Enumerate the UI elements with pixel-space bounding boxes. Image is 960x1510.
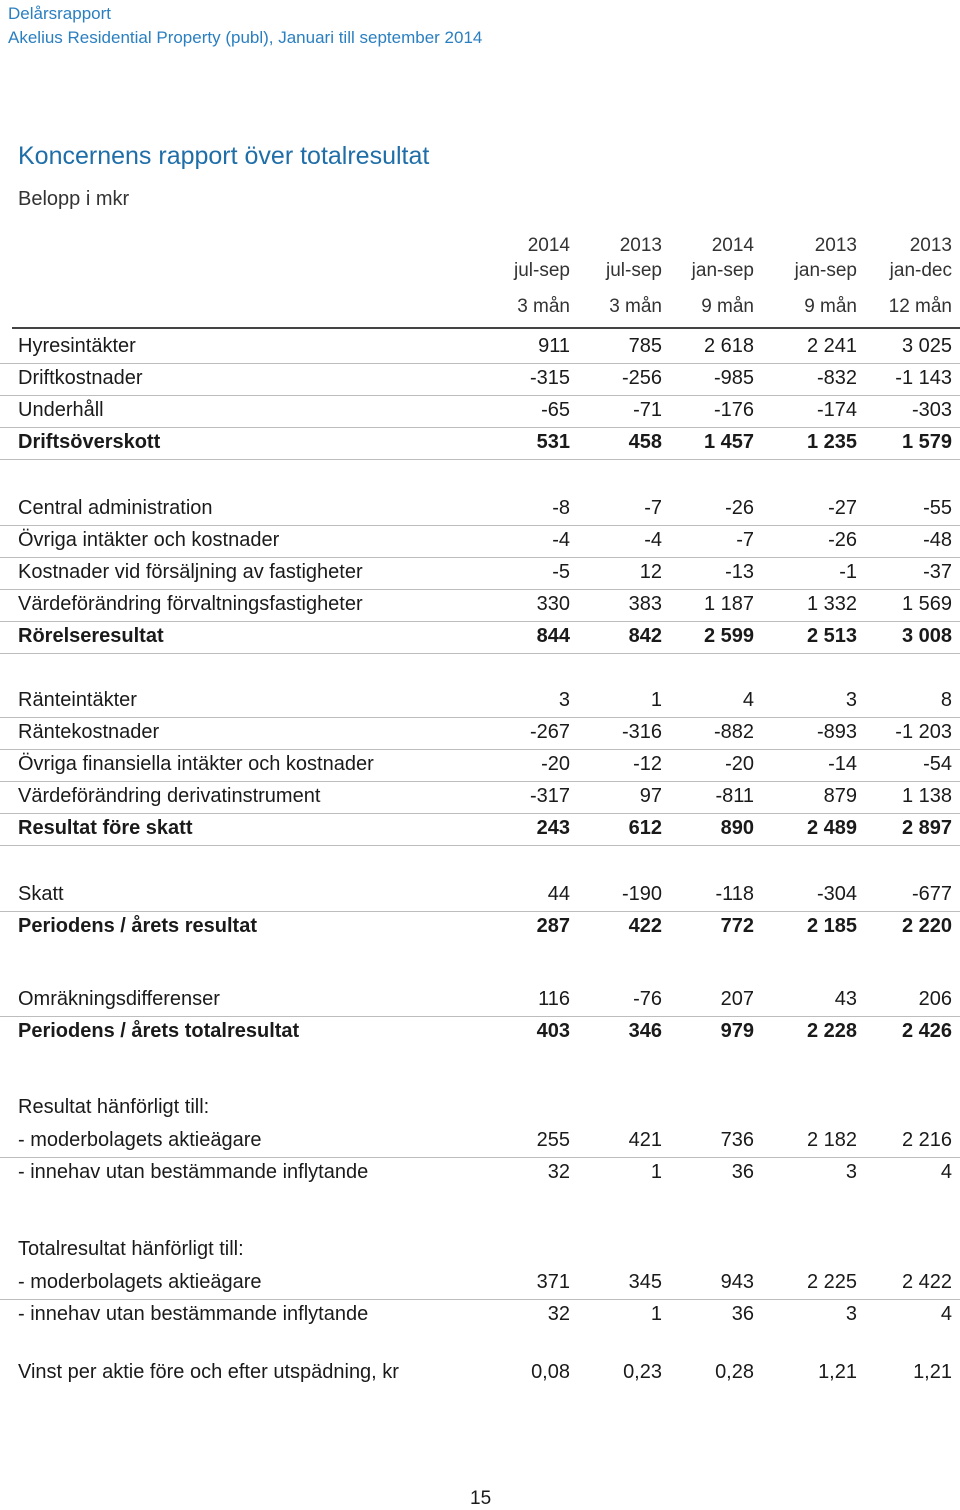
column-header-1 xyxy=(478,233,570,283)
row-label: Driftkostnader xyxy=(18,367,143,389)
row-label: Omräkningsdifferenser xyxy=(18,988,220,1010)
row-label: Underhåll xyxy=(18,399,104,421)
column-year: 2013 xyxy=(909,235,952,256)
cell-value: 2 599 xyxy=(703,625,754,647)
cell-value: 1 xyxy=(650,1161,662,1183)
table-row-resultat-fore-skatt xyxy=(0,813,960,846)
cell-value: -8 xyxy=(552,497,570,519)
cell-value: -1 xyxy=(839,561,857,583)
cell-value: 3 025 xyxy=(901,335,952,357)
column-months-4: 9 mån xyxy=(804,296,857,317)
column-header-5 xyxy=(842,233,952,283)
table-row-periodens-totalresultat xyxy=(0,1016,960,1048)
cell-value: 844 xyxy=(536,625,570,647)
cell-value: 3 xyxy=(845,1303,857,1325)
column-months-3: 9 mån xyxy=(701,296,754,317)
cell-value: 422 xyxy=(628,915,662,937)
cell-value: 43 xyxy=(834,988,857,1010)
row-label: Kostnader vid försäljning av fastigheter xyxy=(18,561,363,583)
cell-value: -304 xyxy=(816,883,857,905)
cell-value: 207 xyxy=(720,988,754,1010)
table-row-central-admin xyxy=(0,493,960,526)
table-row-tot-innehav xyxy=(0,1299,960,1331)
cell-value: 97 xyxy=(639,785,662,807)
report-subtitle: Akelius Residential Property (publ), Januari till september 2014 xyxy=(8,28,483,47)
column-year: 2014 xyxy=(527,235,570,256)
cell-value: 531 xyxy=(536,431,570,453)
row-label: - innehav utan bestämmande inflytande xyxy=(18,1303,369,1325)
column-months-5: 12 mån xyxy=(888,296,952,317)
table-row-skatt xyxy=(0,879,960,912)
report-type: Delårsrapport xyxy=(8,4,111,23)
table-row-res-innehav xyxy=(0,1157,960,1189)
cell-value: 2 897 xyxy=(901,817,952,839)
cell-value: 44 xyxy=(547,883,570,905)
column-header-2 xyxy=(570,233,662,283)
row-label: Värdeförändring förvaltningsfastigheter xyxy=(18,593,363,615)
cell-value: -174 xyxy=(816,399,857,421)
cell-value: 243 xyxy=(536,817,570,839)
row-label: - moderbolagets aktieägare xyxy=(18,1129,262,1151)
row-label: Övriga intäkter och kostnader xyxy=(18,529,280,551)
cell-value: -65 xyxy=(541,399,570,421)
row-label: Hyresintäkter xyxy=(18,335,136,357)
cell-value: -55 xyxy=(923,497,952,519)
cell-value: 1 xyxy=(650,689,662,711)
cell-value: -893 xyxy=(816,721,857,743)
cell-value: 4 xyxy=(940,1303,952,1325)
cell-value: 3 xyxy=(845,1161,857,1183)
cell-value: -12 xyxy=(633,753,662,775)
section-resultat-hanforligt: Resultat hänförligt till: xyxy=(18,1096,210,1118)
cell-value: -76 xyxy=(633,988,662,1010)
cell-value: -26 xyxy=(725,497,754,519)
table-row-res-moderbolag xyxy=(0,1125,960,1158)
cell-value: 890 xyxy=(720,817,754,839)
cell-value: -1 143 xyxy=(895,367,952,389)
cell-value: -4 xyxy=(552,529,570,551)
cell-value: -190 xyxy=(621,883,662,905)
row-label: Resultat före skatt xyxy=(18,817,193,839)
row-label: Central administration xyxy=(18,497,213,519)
cell-value: 403 xyxy=(536,1020,570,1042)
cell-value: -303 xyxy=(911,399,952,421)
cell-value: 2 489 xyxy=(806,817,857,839)
cell-value: -677 xyxy=(911,883,952,905)
cell-value: 1 187 xyxy=(703,593,754,615)
cell-value: 255 xyxy=(536,1129,570,1151)
cell-value: 206 xyxy=(918,988,952,1010)
column-period: jan-sep xyxy=(794,260,857,281)
cell-value: 32 xyxy=(547,1303,570,1325)
cell-value: 287 xyxy=(536,915,570,937)
cell-value: 3 xyxy=(845,689,857,711)
cell-value: 772 xyxy=(720,915,754,937)
column-year: 2013 xyxy=(619,235,662,256)
cell-value: 32 xyxy=(547,1161,570,1183)
cell-value: 36 xyxy=(731,1161,754,1183)
table-row-kostnader-forsaljning xyxy=(0,557,960,590)
column-period: jan-sep xyxy=(691,260,754,281)
amount-unit: Belopp i mkr xyxy=(18,188,130,210)
table-row-tot-moderbolag xyxy=(0,1267,960,1300)
row-label: Övriga finansiella intäkter och kostnader xyxy=(18,753,374,775)
cell-value: -48 xyxy=(923,529,952,551)
header-divider xyxy=(12,327,960,329)
section-totalresultat-hanforligt: Totalresultat hänförligt till: xyxy=(18,1238,244,1260)
cell-value: 345 xyxy=(628,1271,662,1293)
cell-value: 612 xyxy=(628,817,662,839)
page-number: 15 xyxy=(470,1488,492,1509)
cell-value: 1 332 xyxy=(806,593,857,615)
cell-value: 383 xyxy=(628,593,662,615)
cell-value: 0,23 xyxy=(623,1361,662,1383)
cell-value: 4 xyxy=(742,689,754,711)
row-label: Vinst per aktie före och efter utspädning, kr xyxy=(18,1361,399,1383)
cell-value: -71 xyxy=(633,399,662,421)
column-period: jul-sep xyxy=(514,260,570,281)
row-label: Rörelseresultat xyxy=(18,625,164,647)
table-row-ovriga-intakter xyxy=(0,525,960,558)
cell-value: 4 xyxy=(940,1161,952,1183)
row-label: Periodens / årets totalresultat xyxy=(18,1020,300,1042)
cell-value: -118 xyxy=(715,883,754,905)
table-row-ranteintakter xyxy=(0,685,960,718)
column-header-3 xyxy=(662,233,754,283)
table-row-hyresintakter xyxy=(0,331,960,364)
cell-value: 2 513 xyxy=(806,625,857,647)
cell-value: -315 xyxy=(529,367,570,389)
cell-value: -20 xyxy=(541,753,570,775)
cell-value: 2 228 xyxy=(806,1020,857,1042)
column-period: jul-sep xyxy=(606,260,662,281)
cell-value: -256 xyxy=(621,367,662,389)
row-label: Värdeförändring derivatinstrument xyxy=(18,785,321,807)
table-row-driftkostnader xyxy=(0,363,960,396)
cell-value: 1 235 xyxy=(806,431,857,453)
cell-value: -316 xyxy=(621,721,662,743)
table-row-rantekostnader xyxy=(0,717,960,750)
cell-value: 371 xyxy=(536,1271,570,1293)
cell-value: -985 xyxy=(713,367,754,389)
cell-value: -7 xyxy=(736,529,754,551)
cell-value: 2 241 xyxy=(806,335,857,357)
cell-value: 346 xyxy=(628,1020,662,1042)
table-row-omrakningsdifferenser xyxy=(0,984,960,1017)
cell-value: -20 xyxy=(725,753,754,775)
cell-value: 0,28 xyxy=(715,1361,754,1383)
cell-value: 879 xyxy=(823,785,857,807)
table-row-periodens-resultat xyxy=(0,911,960,943)
cell-value: 842 xyxy=(628,625,662,647)
cell-value: -14 xyxy=(828,753,857,775)
cell-value: -27 xyxy=(828,497,857,519)
cell-value: 1 579 xyxy=(901,431,952,453)
table-row-vinst-per-aktie xyxy=(0,1357,960,1389)
cell-value: 1,21 xyxy=(913,1361,952,1383)
cell-value: 116 xyxy=(538,988,570,1010)
cell-value: -176 xyxy=(713,399,754,421)
cell-value: 2 618 xyxy=(703,335,754,357)
table-row-underhall xyxy=(0,395,960,428)
cell-value: -26 xyxy=(828,529,857,551)
cell-value: 1 457 xyxy=(703,431,754,453)
row-label: Räntekostnader xyxy=(18,721,160,743)
cell-value: -882 xyxy=(713,721,754,743)
cell-value: 1 138 xyxy=(901,785,952,807)
cell-value: -811 xyxy=(715,785,754,807)
row-label: - innehav utan bestämmande inflytande xyxy=(18,1161,369,1183)
table-row-ovriga-finansiella xyxy=(0,749,960,782)
column-header-4 xyxy=(747,233,857,283)
cell-value: 2 225 xyxy=(806,1271,857,1293)
cell-value: -4 xyxy=(644,529,662,551)
cell-value: -5 xyxy=(552,561,570,583)
cell-value: 943 xyxy=(720,1271,754,1293)
cell-value: 12 xyxy=(639,561,662,583)
cell-value: -54 xyxy=(923,753,952,775)
row-label: Skatt xyxy=(18,883,64,905)
column-months-1: 3 mån xyxy=(517,296,570,317)
page-title: Koncernens rapport över totalresultat xyxy=(18,142,430,170)
row-label: - moderbolagets aktieägare xyxy=(18,1271,262,1293)
cell-value: 2 220 xyxy=(901,915,952,937)
column-year: 2014 xyxy=(711,235,754,256)
cell-value: -267 xyxy=(529,721,570,743)
cell-value: -13 xyxy=(725,561,754,583)
column-months-2: 3 mån xyxy=(609,296,662,317)
table-row-vardeforandring-forv xyxy=(0,589,960,622)
cell-value: -7 xyxy=(644,497,662,519)
cell-value: 0,08 xyxy=(531,1361,570,1383)
cell-value: -317 xyxy=(529,785,570,807)
table-row-rorelseresultat xyxy=(0,621,960,654)
cell-value: 1 569 xyxy=(901,593,952,615)
cell-value: 1,21 xyxy=(818,1361,857,1383)
cell-value: -832 xyxy=(816,367,857,389)
cell-value: 2 182 xyxy=(806,1129,857,1151)
cell-value: 979 xyxy=(720,1020,754,1042)
cell-value: 1 xyxy=(650,1303,662,1325)
cell-value: 330 xyxy=(536,593,570,615)
cell-value: -37 xyxy=(923,561,952,583)
cell-value: 2 185 xyxy=(806,915,857,937)
table-row-driftsoverskott xyxy=(0,427,960,460)
cell-value: 2 426 xyxy=(901,1020,952,1042)
cell-value: 785 xyxy=(628,335,662,357)
cell-value: 736 xyxy=(720,1129,754,1151)
cell-value: 8 xyxy=(940,689,952,711)
cell-value: 3 008 xyxy=(901,625,952,647)
cell-value: 3 xyxy=(558,689,570,711)
row-label: Driftsöverskott xyxy=(18,431,161,453)
cell-value: 421 xyxy=(628,1129,662,1151)
cell-value: 2 216 xyxy=(901,1129,952,1151)
row-label: Periodens / årets resultat xyxy=(18,915,257,937)
cell-value: 458 xyxy=(628,431,662,453)
column-period: jan-dec xyxy=(889,260,952,281)
row-label: Ränteintäkter xyxy=(18,689,137,711)
column-year: 2013 xyxy=(814,235,857,256)
cell-value: 36 xyxy=(731,1303,754,1325)
table-row-vardeforandring-deriv xyxy=(0,781,960,814)
cell-value: -1 203 xyxy=(895,721,952,743)
cell-value: 911 xyxy=(538,335,570,357)
cell-value: 2 422 xyxy=(901,1271,952,1293)
